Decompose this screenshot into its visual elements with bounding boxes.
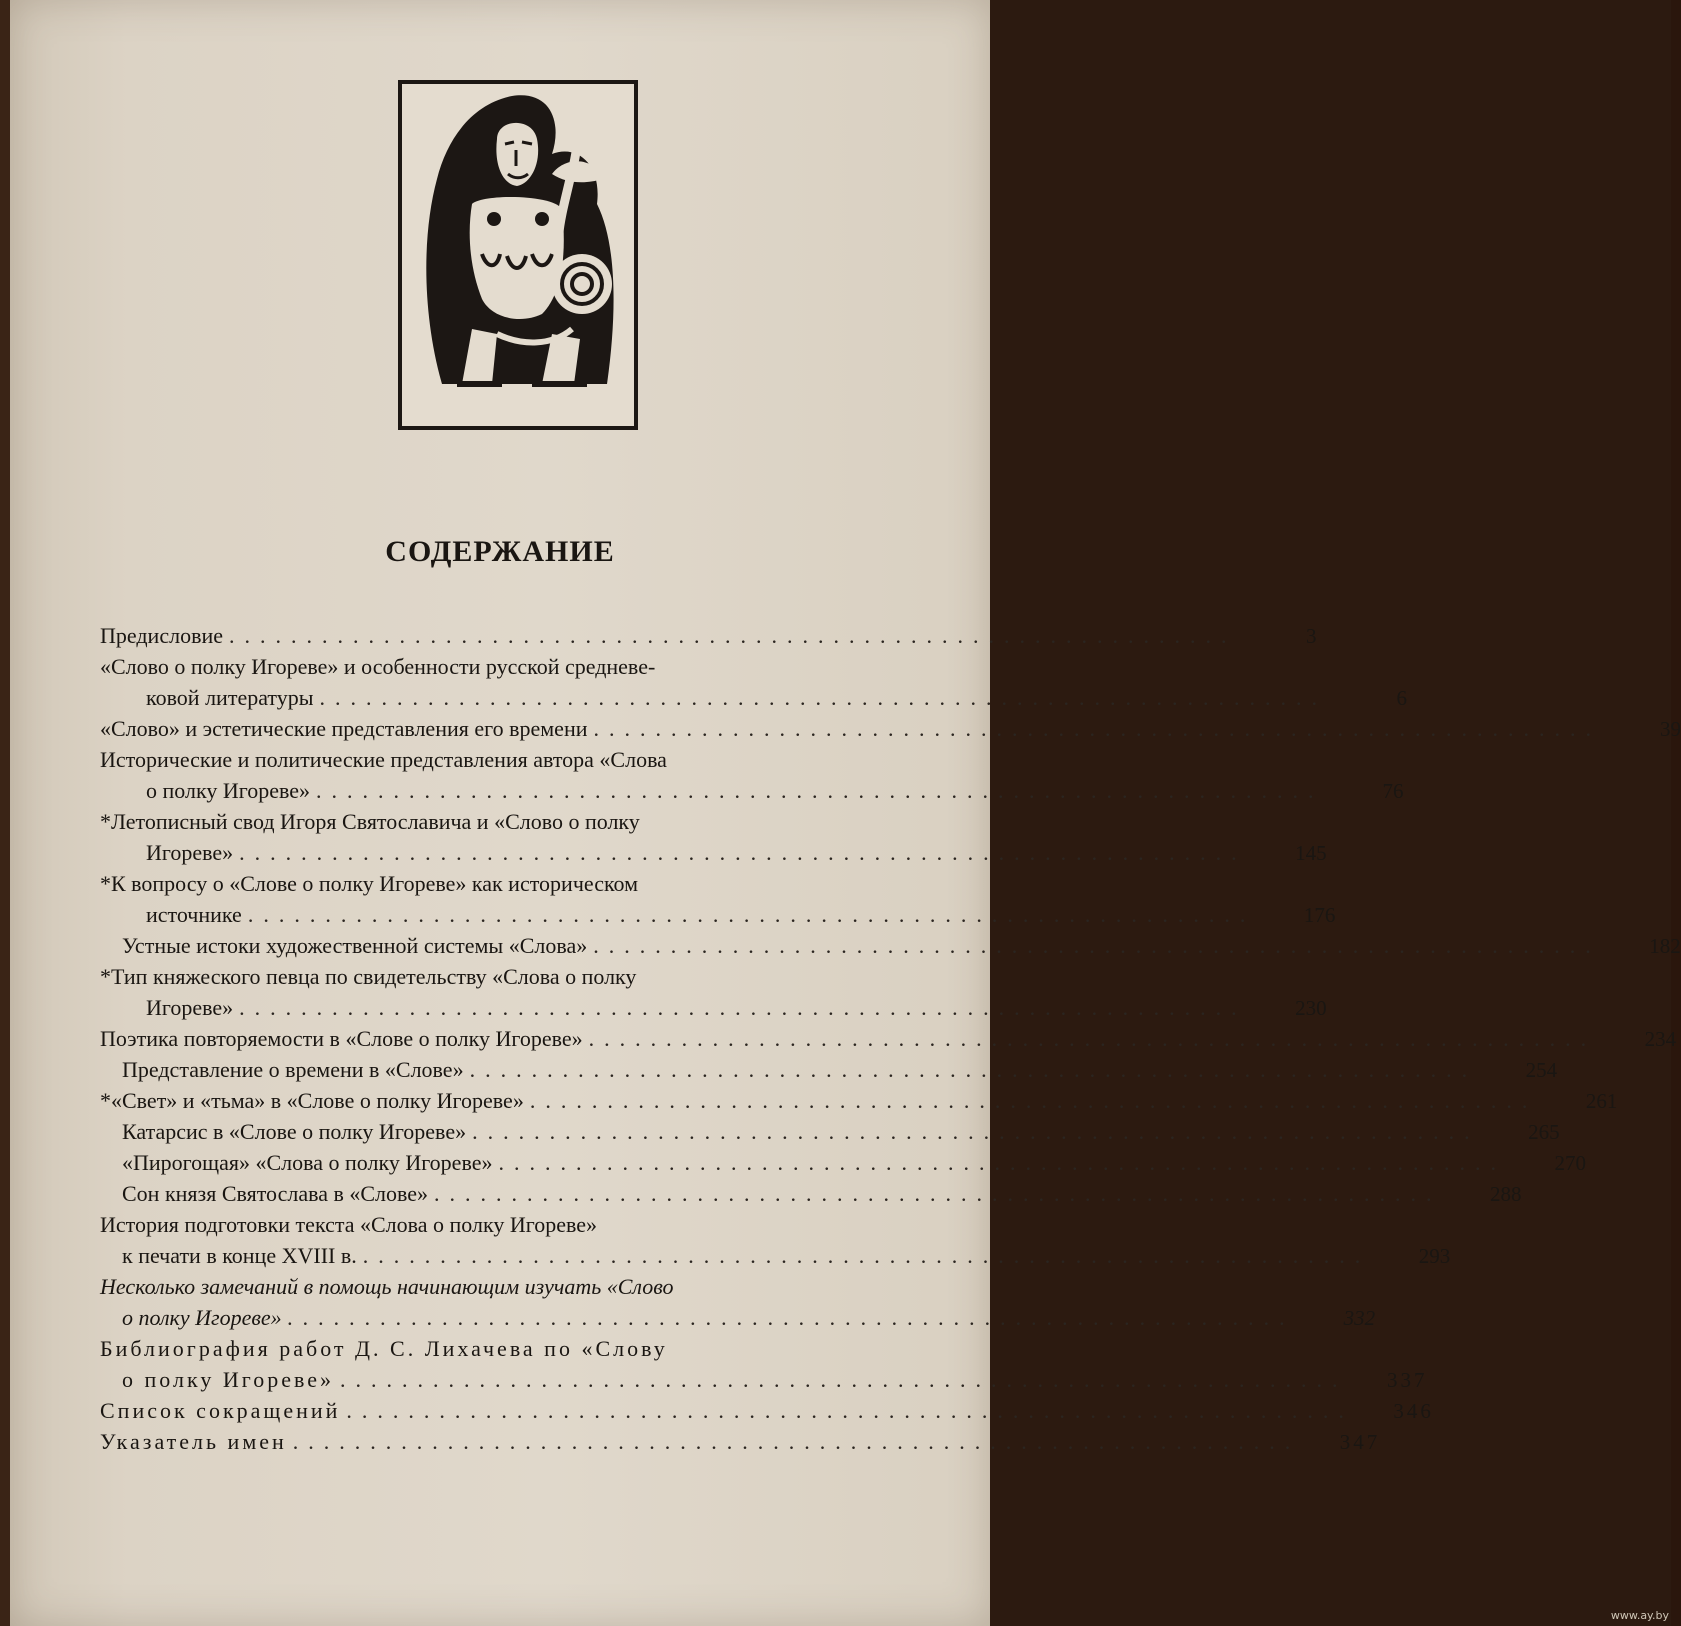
toc-page-number: 347	[1339, 1430, 1381, 1454]
toc-entry-title: «Пирогощая» «Слова о полку Игореве»	[122, 1150, 493, 1175]
table-of-contents	[100, 620, 1681, 1457]
toc-entry-title-continued: источнике	[146, 902, 242, 927]
dot-leader: .................................................................	[588, 1026, 1597, 1051]
toc-entry	[100, 1426, 1381, 1457]
toc-entry	[100, 1333, 1428, 1395]
dot-leader: .................................................................	[469, 1057, 1478, 1082]
toc-entry	[100, 1054, 1558, 1085]
toc-entry-title: «Слово» и эстетические представления его времени	[100, 716, 588, 741]
toc-entry-title: «Слово о полку Игореве» и особенности русской средневе-	[100, 654, 656, 679]
toc-entry	[100, 744, 1404, 806]
toc-page-number: 288	[1490, 1182, 1522, 1206]
toc-entry	[100, 930, 1681, 961]
toc-entry-title: Список сокращений	[100, 1398, 341, 1423]
toc-page-number: 332	[1343, 1306, 1376, 1330]
toc-page-number: 234	[1644, 1027, 1677, 1051]
toc-entry	[100, 868, 1336, 930]
toc-entry	[100, 1085, 1618, 1116]
toc-entry-title: Представление о времени в «Слове»	[122, 1057, 464, 1082]
toc-page-number: 293	[1418, 1244, 1451, 1268]
toc-page-number: 76	[1382, 779, 1404, 803]
toc-entry-title: Катарсис в «Слове о полку Игореве»	[122, 1119, 467, 1144]
toc-entry	[100, 1147, 1586, 1178]
toc-page-number: 346	[1393, 1399, 1434, 1423]
dot-leader: .................................................................	[434, 1181, 1442, 1206]
toc-entry	[100, 620, 1317, 651]
toc-entry-title: Несколько замечаний в помощь начинающим изучать «Слово	[100, 1274, 674, 1299]
dot-leader: .................................................................	[319, 685, 1328, 710]
woodcut-figure-icon	[402, 84, 634, 426]
toc-entry-title: *Летописный свод Игоря Святославича и «Слово о полку	[100, 809, 640, 834]
dot-leader: .................................................................	[346, 1398, 1354, 1423]
dot-leader: .................................................................	[316, 778, 1324, 803]
dot-leader: .................................................................	[472, 1119, 1480, 1144]
dot-leader: .................................................................	[239, 995, 1247, 1020]
toc-entry	[100, 1271, 1376, 1333]
toc-entry	[100, 806, 1327, 868]
toc-entry	[100, 1023, 1677, 1054]
toc-entry	[100, 1395, 1434, 1426]
toc-entry-title-continued: к печати в конце XVIII в.	[122, 1243, 357, 1268]
toc-entry-title: Устные истоки художественной системы «Слова»	[122, 933, 588, 958]
toc-page-number: 39	[1660, 717, 1681, 741]
toc-page-number: 6	[1396, 686, 1408, 710]
toc-entry-title: *«Свет» и «тьма» в «Слове о полку Игореве»	[100, 1088, 524, 1113]
dot-leader: .................................................................	[229, 623, 1237, 648]
dot-leader: .................................................................	[529, 1088, 1538, 1113]
dot-leader: .................................................................	[239, 840, 1247, 865]
dot-leader: .................................................................	[362, 1243, 1371, 1268]
woodcut-illustration	[398, 80, 638, 430]
toc-page-number: 270	[1554, 1151, 1586, 1175]
toc-page-number: 261	[1585, 1089, 1618, 1113]
page-title: СОДЕРЖАНИЕ	[385, 535, 615, 568]
toc-entry	[100, 1209, 1451, 1271]
toc-entry-title: Указатель имен	[100, 1429, 287, 1454]
toc-page-number: 254	[1525, 1058, 1558, 1082]
toc-entry-title: Поэтика повторяемости в «Слове о полку Игореве»	[100, 1026, 583, 1051]
dot-leader: .................................................................	[287, 1305, 1296, 1330]
toc-page-number: 230	[1295, 996, 1327, 1020]
toc-entry	[100, 1116, 1560, 1147]
toc-entry	[100, 961, 1327, 1023]
toc-entry-title-continued: о полку Игореве»	[122, 1367, 334, 1392]
toc-entry-title-continued: Игореве»	[146, 840, 234, 865]
toc-page-number: 176	[1303, 903, 1336, 927]
toc-entry-title-continued: о полку Игореве»	[146, 778, 310, 803]
page-edge	[1671, 0, 1681, 1626]
toc-entry	[100, 651, 1408, 713]
toc-entry	[100, 713, 1681, 744]
toc-entry-title-continued: Игореве»	[146, 995, 234, 1020]
watermark: www.ay.by	[1610, 1609, 1669, 1622]
toc-entry-title: Предисловие	[100, 623, 223, 648]
toc-entry	[100, 1178, 1522, 1209]
toc-page-number: 265	[1528, 1120, 1560, 1144]
dot-leader: .................................................................	[292, 1429, 1301, 1454]
dot-leader: .................................................................	[593, 933, 1601, 958]
dot-leader: .................................................................	[593, 716, 1601, 741]
dot-leader: .................................................................	[498, 1150, 1506, 1175]
book-spine	[0, 0, 10, 1626]
toc-entry-title-continued: ковой литературы	[146, 685, 314, 710]
toc-entry-title: *Тип княжеского певца по свидетельству «Слова о полку	[100, 964, 637, 989]
toc-entry-title: Сон князя Святослава в «Слове»	[122, 1181, 429, 1206]
dot-leader: .................................................................	[247, 902, 1256, 927]
toc-page-number: 3	[1306, 624, 1317, 648]
dot-leader: .................................................................	[340, 1367, 1348, 1392]
toc-page-number: 145	[1295, 841, 1327, 865]
toc-entry-title: Исторические и политические представления автора «Слова	[100, 747, 667, 772]
toc-page-number: 337	[1387, 1368, 1428, 1392]
toc-entry-title: Библиография работ Д. С. Лихачева по «Слову	[100, 1336, 668, 1361]
toc-entry-title: *К вопросу о «Слове о полку Игореве» как историческом	[100, 871, 639, 896]
toc-page-number: 182	[1649, 934, 1681, 958]
toc-entry-title-continued: о полку Игореве»	[122, 1305, 282, 1330]
toc-entry-title: История подготовки текста «Слова о полку Игореве»	[100, 1212, 597, 1237]
